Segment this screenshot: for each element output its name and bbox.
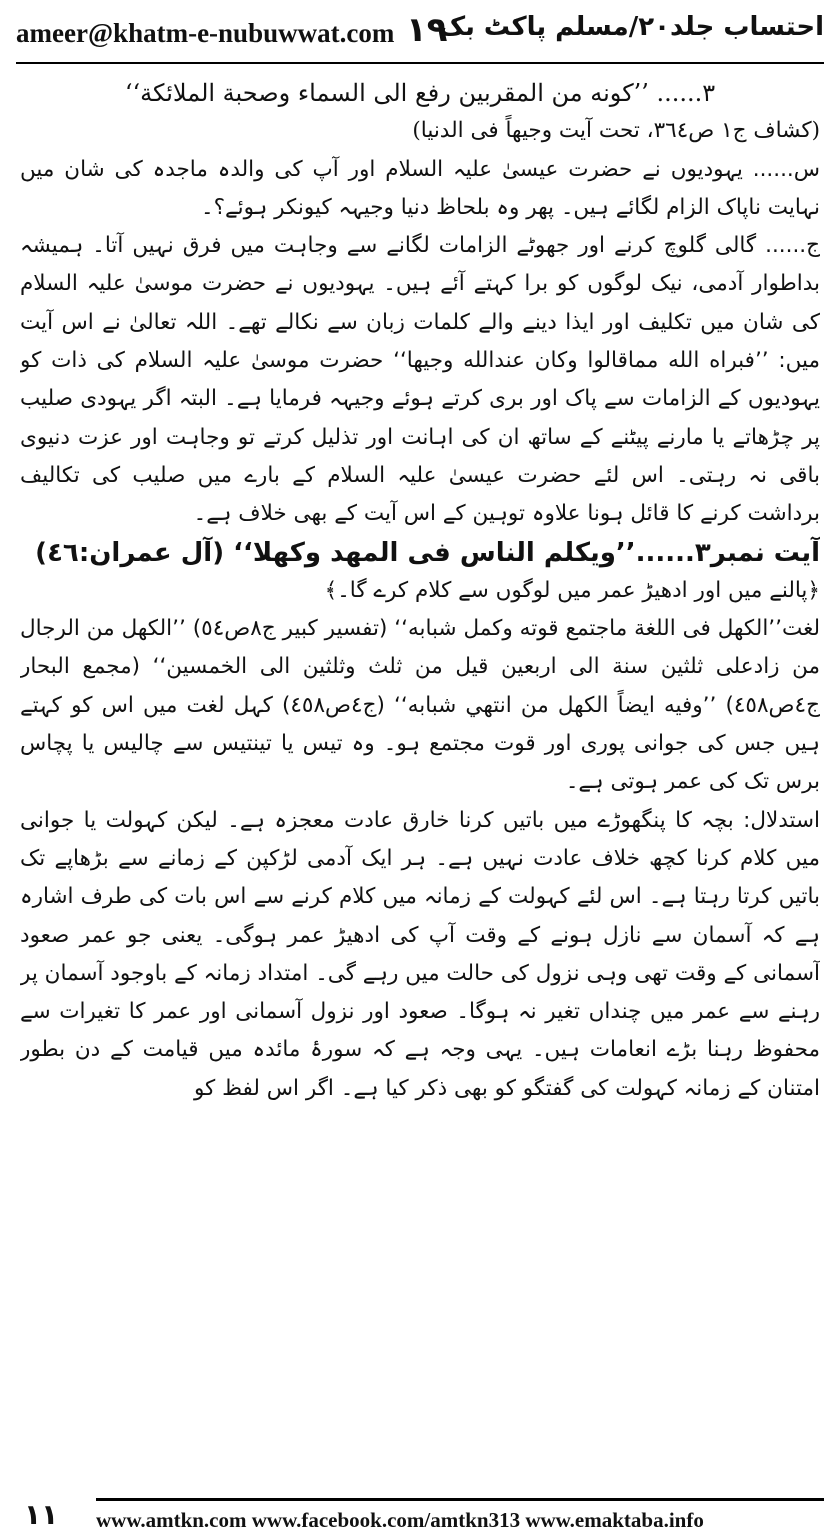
- verse-heading: آیت نمبر۳......’’ويكلم الناس فى المهد وكهلا‘‘ (آل عمران:٤٦): [35, 537, 820, 568]
- header-email: ameer@khatm-e-nubuwwat.com: [16, 18, 395, 48]
- footer-page-number: ۱۱: [24, 1498, 59, 1531]
- lexicon-paragraph: لغت’’الكهل فى اللغة ماجتمع قوته وكمل شبابه‘‘ (تفسير كبير ج٨ص٥٤) ’’الكهل من الرجال من زادعلى ثلثين سنة الى اربعين قيل من ثلث وثلثين الى الخمسين‘‘ (مجمع البحار ج٤ص٤٥٨) ’’وفيه ايضاً الكهل من انتهي شبابه‘‘ (ج٤ص٤٥٨) کہل لغت میں اس کو کہتے ہیں جس کی جوانی پوری اور قوت مجتمع ہو۔ وہ تیس یا تینتیس سے چالیس یا پچاس برس تک کی عمر ہوتی ہے۔: [20, 616, 820, 795]
- footer-links: www.amtkn.com www.facebook.com/amtkn313 www.emaktaba.info: [96, 1508, 704, 1532]
- page-body: [20, 74, 820, 1474]
- verse-translation: ﴿پالنے میں اور ادھیڑ عمر میں لوگوں سے کلام کرے گا۔﴾: [324, 577, 820, 603]
- argument-paragraph: استدلال: بچہ کا پنگھوڑے میں باتیں کرنا خارق عادت معجزہ ہے۔ لیکن کہولت یا جوانی میں کلام کرنا کچھ خلاف عادت نہیں ہے۔ ہر ایک آدمی لڑکپن کے زمانے سے بڑھاپے تک باتیں کرتا رہتا ہے۔ اس لئے کہولت کے زمانہ میں کلام کرنے سے اس بات کی طرف اشارہ ہے کہ آسمان سے نازل ہونے کے وقت آپ کی ادھیڑ عمر ہوگی۔ یعنی جو عمر صعود آسمانی کے وقت تھی وہی نزول کی حالت میں رہے گی۔ امتداد زمانہ کے باوجود آسمان پر رہنے سے عمر میں چنداں تغیر نہ ہوگا۔ صعود اور نزول آسمانی اور عمر کا تغیرات سے محفوظ رہنا بڑے انعامات ہیں۔ یہی وجہ ہے کہ سورۂ مائدہ میں قیامت کے دن بطور امتنان کے زمانہ کہولت کی گفتگو کو بھی ذکر کیا ہے۔ اگر اس لفظ کو: [20, 807, 820, 1101]
- footer-rule: [96, 1498, 824, 1501]
- arabic-quote-3: ۳...... ’’كونه من المقربين رفع الى السماء وصحبة الملائكة‘‘: [124, 79, 716, 107]
- header-book-title: احتساب جلد۲۰/مسلم پاکٹ بک: [438, 12, 824, 42]
- kashaf-reference: (كشاف ج١ ص٣٦٤، تحت آيت وجيهاً فى الدنيا): [412, 118, 820, 144]
- header-rule: [16, 62, 824, 64]
- question-paragraph: س...... یہودیوں نے حضرت عیسیٰ علیہ السلام اور آپ کی والدہ ماجدہ کی شان میں نہایت ناپاک الزام لگائے ہیں۔ پھر وہ بلحاظ دنیا وجیہہ کیونکر ہوئے؟۔: [20, 156, 820, 220]
- page-header: [0, 0, 840, 66]
- answer-paragraph: ج...... گالی گلوچ کرنے اور جھوٹے الزامات لگانے سے وجاہت میں فرق نہیں آتا۔ ہمیشہ بداطوار آدمی، نیک لوگوں کو برا کہتے آئے ہیں۔ یہودیوں نے حضرت موسیٰ علیہ السلام کی شان میں تکلیف اور ایذا دینے والے کلمات زبان سے نکالے تھے۔ اللہ تعالیٰ نے اس آیت میں: ’’فبراه الله مماقالوا وكان عندالله وجيها‘‘ حضرت موسیٰ علیہ السلام کی ذات کو یہودیوں کے الزامات سے پاک اور بری کرتے ہوئے وجیہہ فرمایا ہے۔ البتہ اگر یہودی صلیب پر چڑھاتے یا مارنے پیٹنے کے ساتھ ان کی اہانت اور تذلیل کرتے تو وجاہت اور عزت دنیوی باقی نہ رہتی۔ اس لئے حضرت عیسیٰ علیہ السلام کے بارے میں صلیب کی تکالیف برداشت کرنے کا قائل ہونا علاوہ توہین کے اس آیت کے بھی خلاف ہے۔: [20, 233, 820, 527]
- page-footer: [0, 1490, 840, 1540]
- header-page-number: ۱۹: [406, 10, 448, 50]
